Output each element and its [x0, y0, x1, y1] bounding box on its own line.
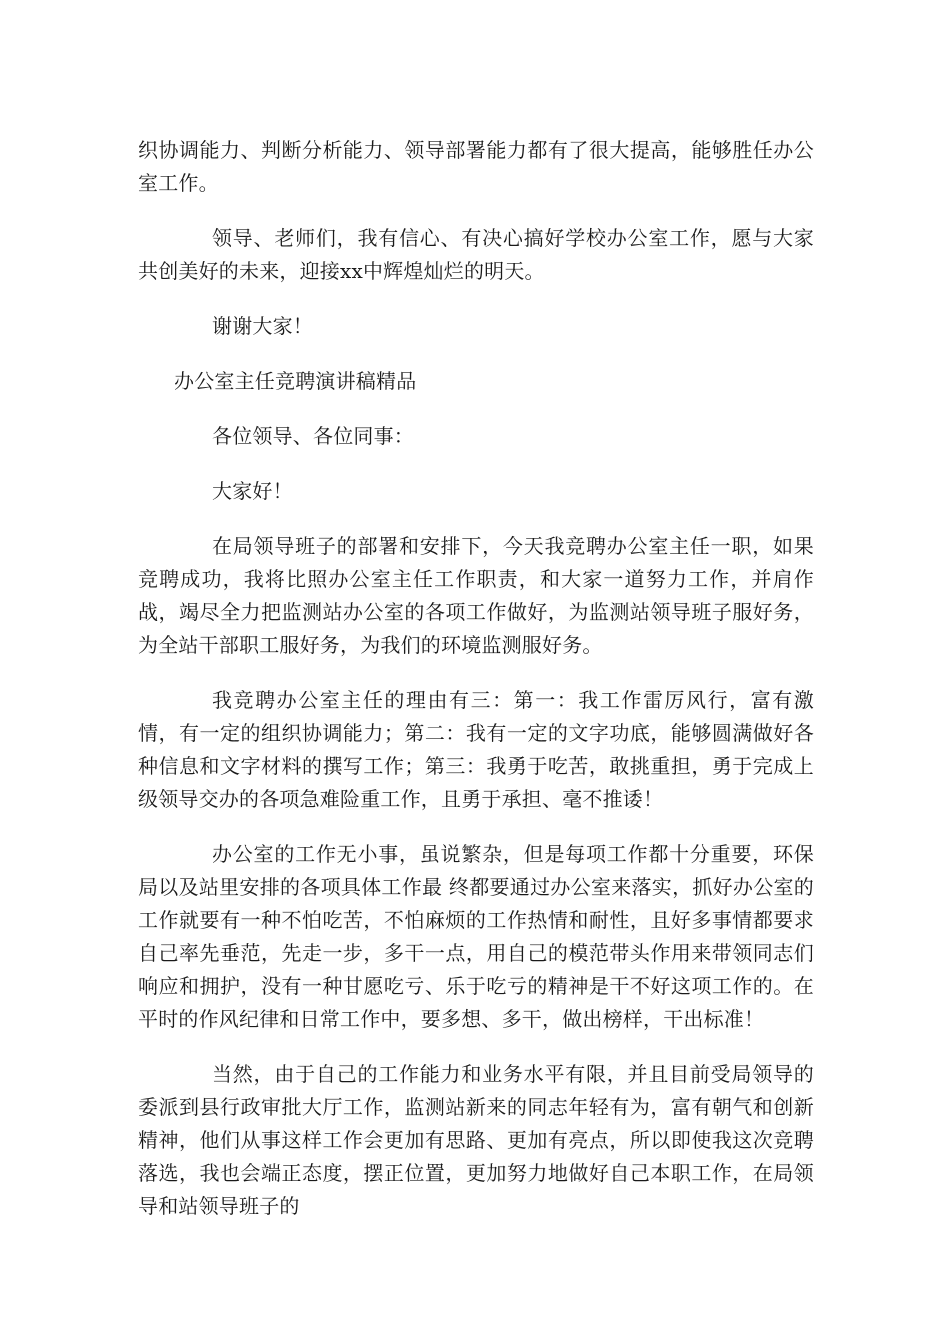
- paragraph-office-work: 办公室的工作无小事，虽说繁杂，但是每项工作都十分重要，环保局以及站里安排的各项具体工作最 终都要通过办公室来落实，抓好办公室的工作就要有一种不怕吃苦，不怕麻烦的工作热情和耐性，且好多事情都要求自己率先垂范，先走一步，多干一点，用自己的模范带头作用来带领同志们响应和拥护，没有一种甘愿吃亏、乐于吃亏的精神是干不好这项工作的。在平时的作风纪律和日常工作中，要多想、多干，做出榜样，干出标准！: [138, 842, 814, 1031]
- paragraph-reasons: 我竞聘办公室主任的理由有三：第一：我工作雷厉风行，富有激情，有一定的组织协调能力；第二：我有一定的文字功底，能够圆满做好各种信息和文字材料的撰写工作；第三：我勇于吃苦，敢挑重担，勇于完成上级领导交办的各项急难险重工作，且勇于承担、毫不推诿！: [138, 688, 814, 811]
- document-body: [138, 134, 814, 1223]
- paragraph-thanks: 谢谢大家！: [212, 314, 313, 338]
- paragraph-attitude: 当然，由于自己的工作能力和业务水平有限，并且目前受局领导的委派到县行政审批大厅工作，监测站新来的同志年轻有为，富有朝气和创新精神，他们从事这样工作会更加有思路、更加有亮点，所以即使我这次竞聘落选，我也会端正态度，摆正位置，更加努力地做好自己本职工作，在局领导和站领导班子的: [138, 1062, 814, 1218]
- section-title: 办公室主任竞聘演讲稿精品: [174, 369, 417, 393]
- paragraph-confidence: 领导、老师们，我有信心、有决心搞好学校办公室工作，愿与大家共创美好的未来，迎接xx中辉煌灿烂的明天。: [138, 226, 814, 283]
- paragraph-salutation: 各位领导、各位同事：: [212, 424, 414, 448]
- paragraph-greeting: 大家好！: [212, 479, 293, 503]
- paragraph-continuation: 织协调能力、判断分析能力、领导部署能力都有了很大提高，能够胜任办公室工作。: [138, 138, 814, 195]
- paragraph-intro: 在局领导班子的部署和安排下，今天我竞聘办公室主任一职，如果竞聘成功，我将比照办公室主任工作职责，和大家一道努力工作，并肩作战，竭尽全力把监测站办公室的各项工作做好，为监测站领导班子服好务，为全站干部职工服好务，为我们的环境监测服好务。: [138, 534, 814, 657]
